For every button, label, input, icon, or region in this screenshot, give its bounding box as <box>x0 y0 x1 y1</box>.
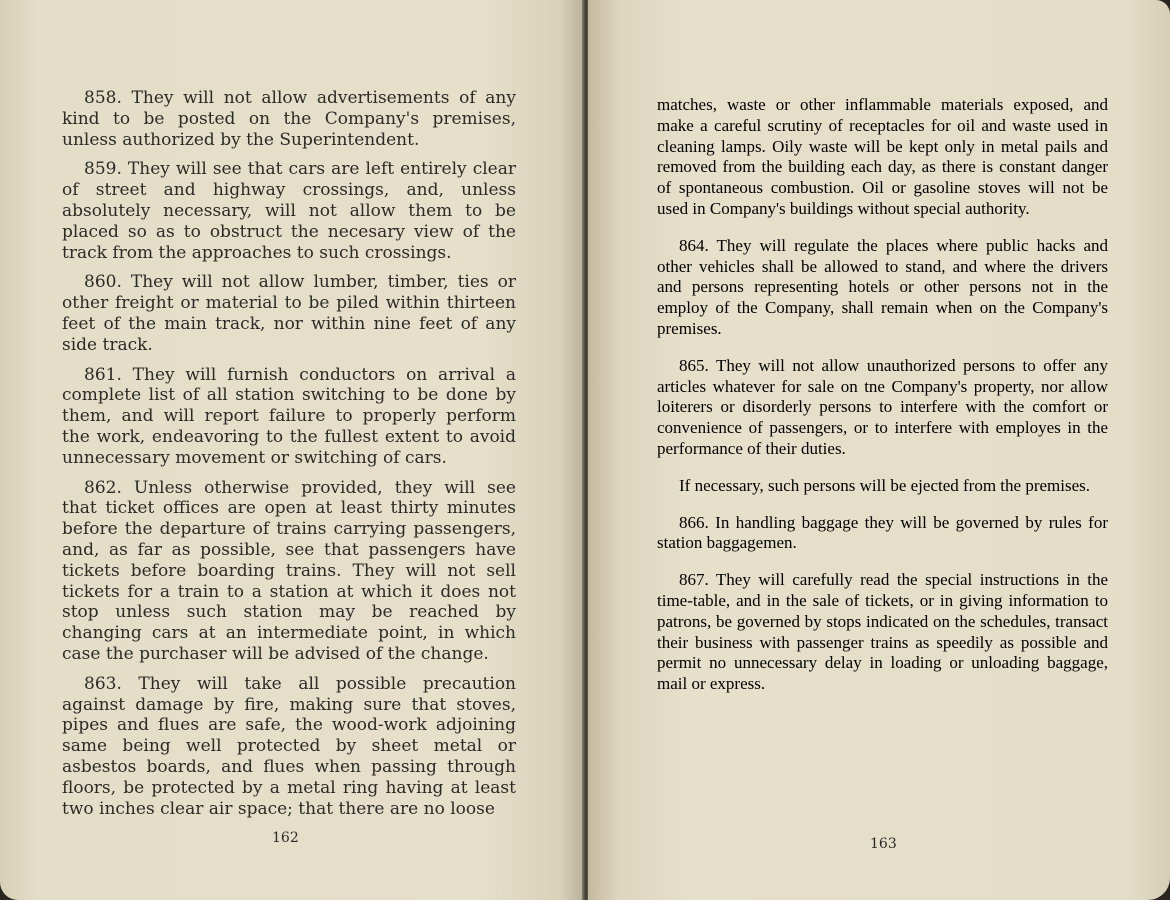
page-number-right: 163 <box>870 836 897 852</box>
rule-860: 860. They will not allow lumber, timber, ties or other freight or material to be piled within thirteen feet of the main track, nor within nine feet of any side track. <box>62 272 516 355</box>
rule-861: 861. They will furnish conductors on arrival a complete list of all station switching to be done by them, and will report failure to properly perform the work, endeavoring to the fullest extent to avoid unnecessary movement or switching of cars. <box>62 364 516 468</box>
left-page <box>0 0 584 900</box>
rule-867: 867. They will carefully read the special instructions in the time-table, and in the sale of tickets, or in giving information to patrons, be governed by stops indicated on the schedules, transact their business with passenger trains as speedily as possible and permit no unnecessary delay in loading or unloading baggage, mail or express. <box>657 570 1108 694</box>
rule-865: 865. They will not allow unauthorized persons to offer any articles whatever for sale on tne Company's property, nor allow loiterers or disorderly persons to interfere with the comfort or convenience of passengers, or to interfere with employes in the performance of their duties. <box>657 355 1108 458</box>
rule-865-addendum: If necessary, such persons will be ejected from the premises. <box>679 475 1091 495</box>
rule-859: 859. They will see that cars are left entirely clear of street and highway crossings, and, unless absolutely necessary, will not allow them to be placed so as to obstruct the necesary view of the track from the approaches to such crossings. <box>62 159 516 263</box>
rule-858: 858. They will not allow advertisements of any kind to be posted on the Company's premises, unless authorized by the Superintendent. <box>62 88 516 150</box>
rule-864: 864. They will regulate the places where public hacks and other vehicles shall be allowed to stand, and where the drivers and persons representing hotels or other persons not in the employ of the Company, shall remain when on the Company's premises. <box>657 235 1108 338</box>
page-number-left: 162 <box>272 830 299 846</box>
right-page-text <box>657 95 1108 711</box>
rule-863: 863. They will take all possible precaution against damage by fire, making sure that stoves, pipes and flues are safe, the wood-work adjoining same being well protected by sheet metal or asbestos boards, and flues when passing through floors, be protected by a metal ring having at least two inches clear air space; that there are no loose <box>62 673 516 819</box>
rule-862: 862. Unless otherwise provided, they will see that ticket offices are open at least thirty minutes before the departure of trains carrying passengers, and, as far as possible, see that passengers have tickets before boarding trains. They will not sell tickets for a train to a station at which it does not stop unless such station may be reached by changing cars at an intermediate point, in which case the purchaser will be advised of the change. <box>62 477 516 664</box>
left-page-text <box>62 88 516 828</box>
rule-866: 866. In handling baggage they will be governed by rules for station baggagemen. <box>657 512 1108 553</box>
rule-863-continuation: matches, waste or other inflammable materials exposed, and make a careful scrutiny of receptacles for oil and waste used in cleaning lamps. Oily waste will be kept only in metal pails and removed from the building each day, as there is constant danger of spontaneous combustion. Oil or gasoline stoves will not be used in Company's buildings without special authority. <box>657 95 1108 218</box>
